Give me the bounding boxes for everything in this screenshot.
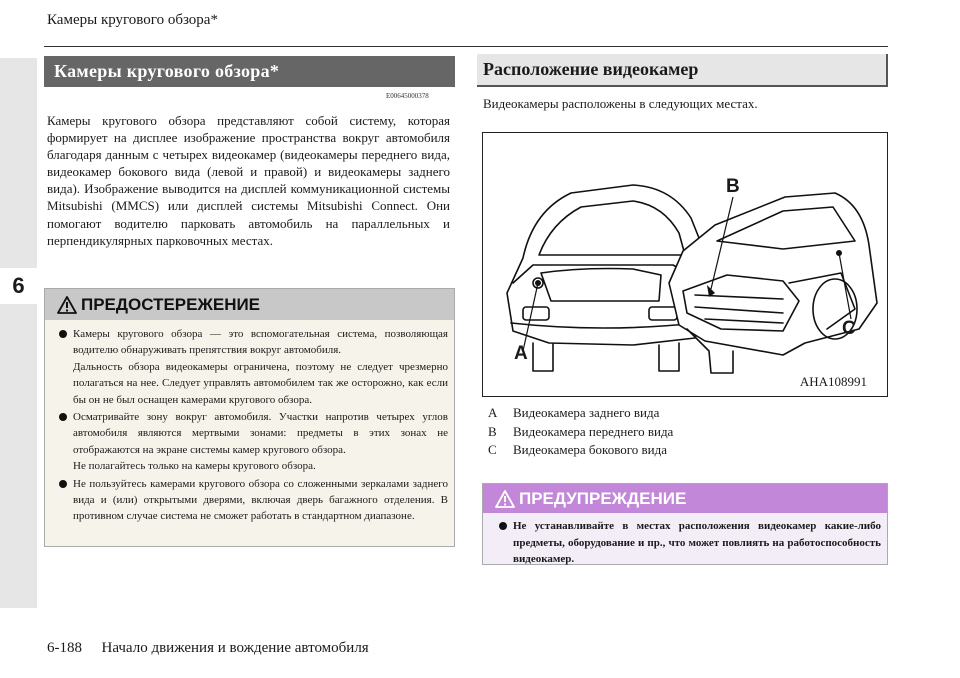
intro-paragraph: Камеры кругового обзора представляют собой систему, которая формирует на дисплее изображение пространства вокруг автомобиля благодаря данным с четырех видеокамер (видеокамеры переднего вида, видеокамер бокового вида (левой и правой) и видеокамеры заднего вида). Изображение выводится на дисплей коммуникационной системы Mitsubishi (MMCS) или дисплей системы Mitsubishi Connect. Они помогают водителю парковать автомобиль на параллельных и перпендикулярных парковочных местах. [47,113,450,248]
callout-c: C [842,318,856,339]
section-title-camera-locations: Расположение видеокамер [477,54,888,87]
chapter-title: Начало движения и вождение автомобиля [101,640,369,656]
warning-item [59,409,448,475]
warning-list [45,320,454,525]
chapter-sidebar [0,58,37,608]
warning-item-extra: Дальность обзора видеокамеры ограничена, поэтому не следует чрезмерно полагаться на нее. Следует управлять автомобилем так же осторожно, как если бы он не был оснащен камерами кругового обзора. [73,360,448,406]
legend-label: Видеокамера заднего вида [513,405,660,420]
bullet-icon [499,522,507,530]
section-title-surround-cameras: Камеры кругового обзора* [44,56,455,87]
caution-box [482,483,888,565]
caution-triangle-icon [495,490,515,508]
warning-item [59,476,448,525]
running-header: Камеры кругового обзора* [47,12,218,28]
warning-box [44,288,455,547]
callout-a: A [514,343,528,364]
figure-code: AHA108991 [799,374,867,389]
header-rule [44,46,888,47]
legend-key: B [488,423,497,439]
warning-item-text: Не пользуйтесь камерами кругового обзора со сложенными зеркалами заднего вида и (или) открытыми дверями, включая дверь багажного отделения. В противном случае система не сможет работать в стандартном диапазоне. [73,477,448,523]
callout-b: B [726,176,740,197]
legend-label: Видеокамера переднего вида [513,423,674,439]
caution-list [483,513,887,568]
legend-row [488,423,673,442]
legend-key: A [488,405,498,420]
bullet-icon [59,413,67,421]
vehicle-illustration [483,133,886,395]
legend-key: C [488,442,497,457]
caution-item-text: Не устанавливайте в местах расположения видеокамер какие-либо предметы, оборудование и пр., что может повлиять на работоспособность видеокамер. [513,520,881,565]
page-footer [47,640,369,657]
camera-location-figure [482,132,888,397]
bullet-icon [59,480,67,488]
warning-header [45,289,454,320]
legend-row [488,404,673,423]
warning-item-text: Камеры кругового обзора — это вспомогательная система, позволяющая водителю обнаруживать препятствия вокруг автомобиля. [73,328,448,357]
caution-title: ПРЕДУПРЕЖДЕНИЕ [519,489,687,508]
warning-item-text: Осматривайте зону вокруг автомобиля. Участки напротив четырех углов автомобиля являются мертвыми зонами: предметы в этих зонах не отображаются на экране системы камер кругового обзора. [73,411,448,456]
caution-header [483,484,887,513]
camera-locations-intro: Видеокамеры расположены в следующих местах. [483,96,758,111]
warning-item [59,326,448,408]
bullet-icon [59,330,67,338]
warning-title: ПРЕДОСТЕРЕЖЕНИЕ [81,295,261,314]
warning-item-extra: Не полагайтесь только на камеры кругового обзора. [73,460,316,473]
caution-item [499,518,881,568]
chapter-tab[interactable]: 6 [0,268,37,304]
figure-legend [488,404,673,460]
document-code: E00645000378 [386,92,429,100]
page-number: 6-188 [47,640,82,656]
warning-triangle-icon [57,296,77,314]
legend-label: Видеокамера бокового вида [513,442,667,457]
legend-row [488,441,673,460]
